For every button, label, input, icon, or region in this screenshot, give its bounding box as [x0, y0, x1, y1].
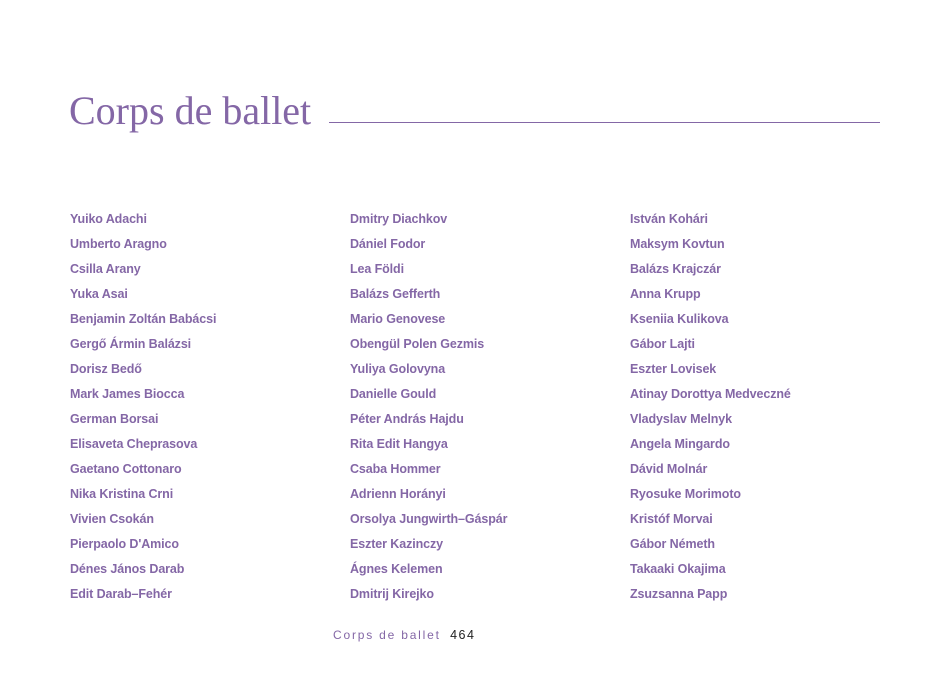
name-column-2	[350, 207, 507, 607]
name-list-item: Gergő Ármin Balázsi	[70, 337, 192, 351]
page-number: 464	[450, 628, 476, 642]
name-list-item: Csilla Arany	[70, 262, 141, 276]
name-list-item: Gaetano Cottonaro	[70, 462, 182, 476]
name-list-item: German Borsai	[70, 412, 159, 426]
name-list-item: Anna Krupp	[630, 287, 701, 301]
page-footer	[333, 627, 475, 643]
name-list-item: Mario Genovese	[350, 312, 446, 326]
name-list-item: Gábor Németh	[630, 537, 715, 551]
name-list-item: Eszter Kazinczy	[350, 537, 443, 551]
name-list-item: Angela Mingardo	[630, 437, 730, 451]
name-column-1	[70, 207, 216, 607]
name-list-item: Dénes János Darab	[70, 562, 185, 576]
name-list-item: Pierpaolo D'Amico	[70, 537, 179, 551]
name-list-item: Vivien Csokán	[70, 512, 154, 526]
title-rule	[329, 122, 880, 123]
name-list-item: Yuiko Adachi	[70, 212, 147, 226]
name-list-item: Danielle Gould	[350, 387, 437, 401]
name-list-item: Lea Földi	[350, 262, 404, 276]
name-list-item: Adrienn Horányi	[350, 487, 446, 501]
name-list-item: Dorisz Bedő	[70, 362, 142, 376]
name-list-item: Maksym Kovtun	[630, 237, 725, 251]
name-list-item: Dávid Molnár	[630, 462, 708, 476]
name-list-item: Dmitry Diachkov	[350, 212, 448, 226]
name-list-item: Péter András Hajdu	[350, 412, 464, 426]
name-list-item: Kristóf Morvai	[630, 512, 713, 526]
name-list-item: Takaaki Okajima	[630, 562, 726, 576]
name-list-item: Orsolya Jungwirth–Gáspár	[350, 512, 508, 526]
name-list-item: Umberto Aragno	[70, 237, 167, 251]
name-list-item: Yuliya Golovyna	[350, 362, 446, 376]
name-list-item: Balázs Krajczár	[630, 262, 721, 276]
name-list-item: Rita Edit Hangya	[350, 437, 448, 451]
name-list-item: Vladyslav Melnyk	[630, 412, 732, 426]
page-title: Corps de ballet	[69, 88, 312, 133]
footer-section-label: Corps de ballet	[333, 628, 441, 642]
name-list-item: István Kohári	[630, 212, 708, 226]
name-list-item: Dániel Fodor	[350, 237, 426, 251]
name-list-item: Kseniia Kulikova	[630, 312, 729, 326]
name-list-item: Obengül Polen Gezmis	[350, 337, 485, 351]
name-list-item: Gábor Lajti	[630, 337, 695, 351]
name-list-item: Ryosuke Morimoto	[630, 487, 741, 501]
name-list-item: Csaba Hommer	[350, 462, 441, 476]
name-list-item: Balázs Gefferth	[350, 287, 441, 301]
name-list-item: Mark James Biocca	[70, 387, 185, 401]
name-list-item: Atinay Dorottya Medveczné	[630, 387, 791, 401]
name-list-item: Zsuzsanna Papp	[630, 587, 728, 601]
name-list-item: Elisaveta Cheprasova	[70, 437, 198, 451]
name-column-3	[630, 207, 791, 607]
name-list-item: Dmitrij Kirejko	[350, 587, 434, 601]
name-list-item: Benjamin Zoltán Babácsi	[70, 312, 217, 326]
name-list-item: Ágnes Kelemen	[350, 562, 443, 576]
name-list-item: Yuka Asai	[70, 287, 128, 301]
name-list-item: Edit Darab–Fehér	[70, 587, 172, 601]
name-list-item: Eszter Lovisek	[630, 362, 717, 376]
name-list-item: Nika Kristina Crni	[70, 487, 174, 501]
